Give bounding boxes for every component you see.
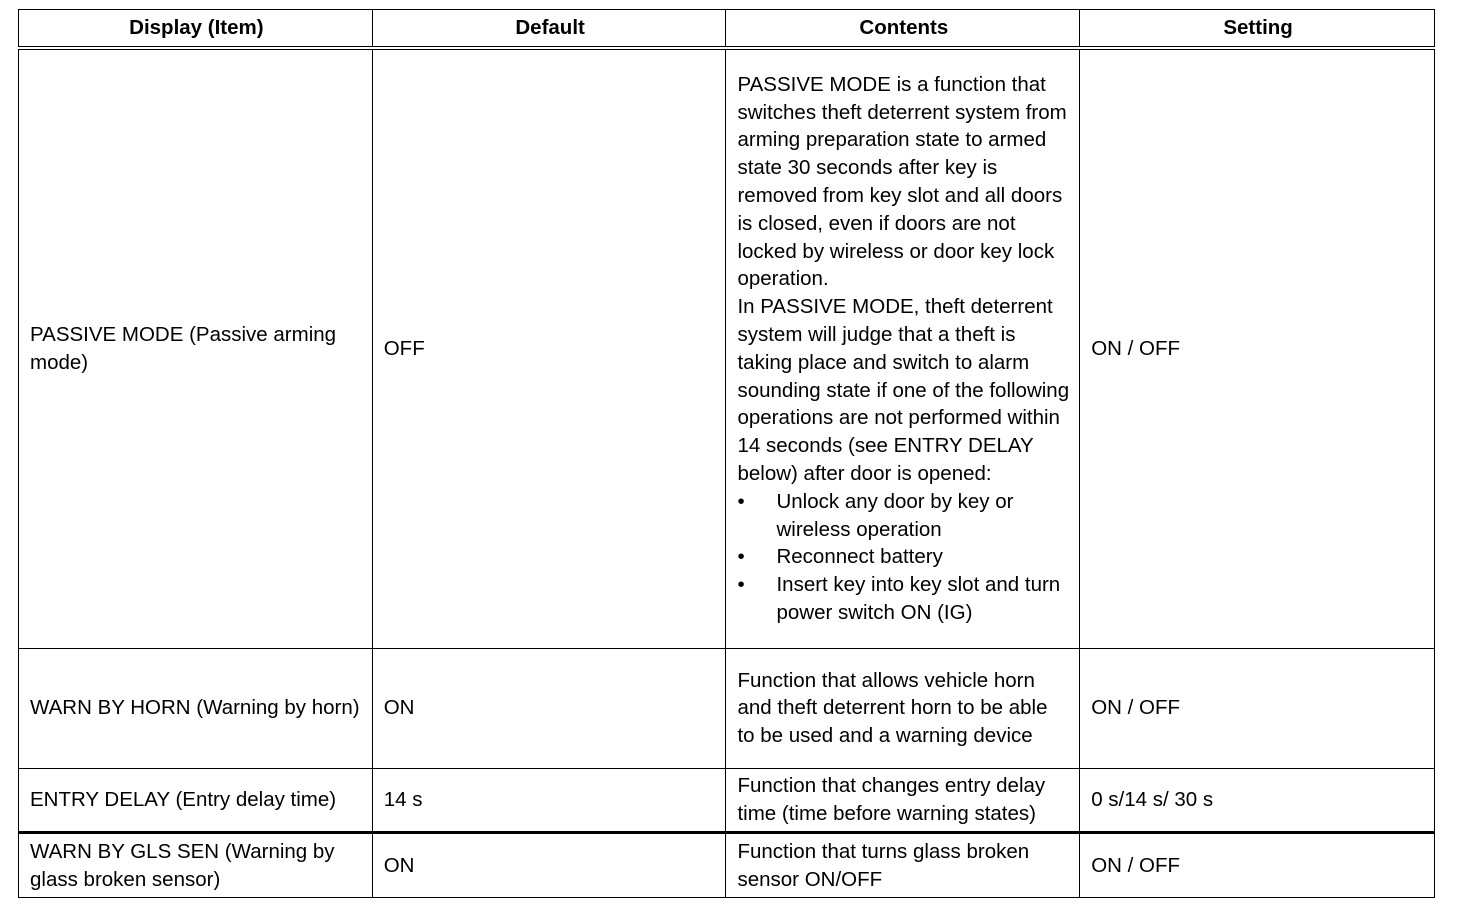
- cell-contents: Function that turns glass broken sensor ON/OFF: [726, 833, 1080, 898]
- contents-paragraph: PASSIVE MODE is a function that switches theft deterrent system from arming preparation state to armed state 30 seconds after key is removed from key slot and all doors is closed, even if doors are not locked by wireless or door key lock operation.: [737, 72, 1067, 291]
- list-item: [737, 488, 1070, 544]
- table-row: [19, 833, 1435, 898]
- bullet-icon: •: [737, 545, 745, 569]
- cell-setting: ON / OFF: [1080, 48, 1435, 648]
- cell-contents: [726, 48, 1080, 648]
- bullet-icon: •: [737, 573, 745, 597]
- cell-setting: 0 s/14 s/ 30 s: [1080, 768, 1435, 833]
- contents-bullet-list: [737, 488, 1070, 627]
- cell-default: 14 s: [372, 768, 726, 833]
- bullet-text: Insert key into key slot and turn power switch ON (IG): [776, 573, 1061, 624]
- cell-item: WARN BY HORN (Warning by horn): [19, 648, 373, 768]
- table-row: [19, 48, 1435, 648]
- header-contents: Contents: [726, 10, 1080, 49]
- table-row: [19, 648, 1435, 768]
- cell-item: ENTRY DELAY (Entry delay time): [19, 768, 373, 833]
- table-row: [19, 768, 1435, 833]
- header-display-item: Display (Item): [19, 10, 373, 49]
- settings-table: [18, 9, 1435, 898]
- header-default: Default: [372, 10, 726, 49]
- cell-item: WARN BY GLS SEN (Warning by glass broken sensor): [19, 833, 373, 898]
- cell-setting: ON / OFF: [1080, 648, 1435, 768]
- cell-default: ON: [372, 648, 726, 768]
- cell-item: PASSIVE MODE (Passive arming mode): [19, 48, 373, 648]
- cell-contents: Function that allows vehicle horn and theft deterrent horn to be able to be used and a warning device: [726, 648, 1080, 768]
- header-row: [19, 10, 1435, 49]
- bullet-text: Reconnect battery: [776, 545, 943, 569]
- contents-paragraph: In PASSIVE MODE, theft deterrent system will judge that a theft is taking place and switch to alarm sounding state if one of the following operations are not performed within 14 seconds (see ENTRY DELAY below) after door is opened:: [737, 295, 1070, 485]
- list-item: [737, 543, 1070, 571]
- header-setting: Setting: [1080, 10, 1435, 49]
- bullet-icon: •: [737, 489, 745, 513]
- bullet-text: Unlock any door by key or wireless operation: [776, 489, 1014, 541]
- cell-default: ON: [372, 833, 726, 898]
- list-item: [737, 571, 1070, 627]
- cell-setting: ON / OFF: [1080, 833, 1435, 898]
- cell-default: OFF: [372, 48, 726, 648]
- cell-contents: Function that changes entry delay time (time before warning states): [726, 768, 1080, 833]
